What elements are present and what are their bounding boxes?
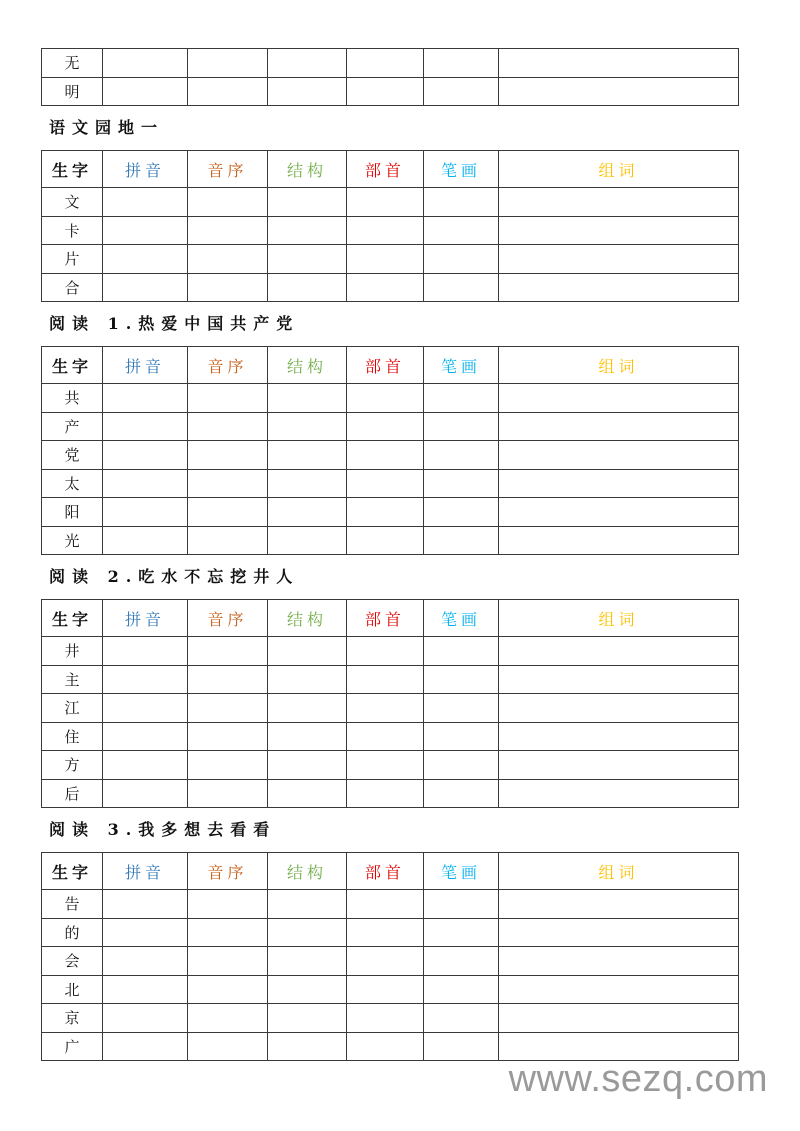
- blank-words-cell[interactable]: [499, 637, 739, 666]
- table-row: [42, 49, 739, 78]
- blank-structure-cell[interactable]: [268, 188, 347, 217]
- blank-strokes-cell[interactable]: [424, 890, 499, 919]
- blank-order-cell[interactable]: [188, 216, 268, 245]
- header-words: 组词: [499, 347, 739, 384]
- blank-radical-cell[interactable]: [347, 890, 424, 919]
- blank-order-cell[interactable]: [188, 49, 268, 78]
- blank-pinyin-cell[interactable]: [103, 918, 188, 947]
- blank-words-cell[interactable]: [499, 216, 739, 245]
- blank-radical-cell[interactable]: [347, 49, 424, 78]
- blank-order-cell[interactable]: [188, 1032, 268, 1061]
- blank-words-cell[interactable]: [499, 890, 739, 919]
- character-cell: 会: [42, 947, 103, 976]
- header-words: 组词: [499, 600, 739, 637]
- blank-radical-cell[interactable]: [347, 188, 424, 217]
- blank-pinyin-cell[interactable]: [103, 77, 188, 106]
- character-cell: 太: [42, 469, 103, 498]
- blank-pinyin-cell[interactable]: [103, 188, 188, 217]
- table-row: [42, 890, 739, 919]
- blank-words-cell[interactable]: [499, 77, 739, 106]
- table-row: [42, 273, 739, 302]
- blank-pinyin-cell[interactable]: [103, 637, 188, 666]
- blank-words-cell[interactable]: [499, 722, 739, 751]
- blank-structure-cell[interactable]: [268, 637, 347, 666]
- blank-words-cell[interactable]: [499, 1032, 739, 1061]
- vocab-table: [41, 852, 739, 1061]
- blank-structure-cell[interactable]: [268, 947, 347, 976]
- blank-radical-cell[interactable]: [347, 77, 424, 106]
- header-char: 生字: [42, 151, 103, 188]
- character-cell: 光: [42, 526, 103, 555]
- blank-strokes-cell[interactable]: [424, 498, 499, 527]
- blank-strokes-cell[interactable]: [424, 526, 499, 555]
- header-char: 生字: [42, 600, 103, 637]
- blank-order-cell[interactable]: [188, 975, 268, 1004]
- header-radical: 部首: [347, 347, 424, 384]
- blank-order-cell[interactable]: [188, 722, 268, 751]
- blank-strokes-cell[interactable]: [424, 975, 499, 1004]
- character-cell: 卡: [42, 216, 103, 245]
- blank-structure-cell[interactable]: [268, 273, 347, 302]
- blank-pinyin-cell[interactable]: [103, 469, 188, 498]
- blank-strokes-cell[interactable]: [424, 637, 499, 666]
- table-row: [42, 498, 739, 527]
- header-char: 生字: [42, 347, 103, 384]
- character-cell: 住: [42, 722, 103, 751]
- character-cell: 共: [42, 384, 103, 413]
- character-cell: 文: [42, 188, 103, 217]
- character-cell: 明: [42, 77, 103, 106]
- character-cell: 产: [42, 412, 103, 441]
- blank-structure-cell[interactable]: [268, 694, 347, 723]
- blank-words-cell[interactable]: [499, 384, 739, 413]
- character-cell: 江: [42, 694, 103, 723]
- blank-structure-cell[interactable]: [268, 77, 347, 106]
- blank-radical-cell[interactable]: [347, 975, 424, 1004]
- blank-pinyin-cell[interactable]: [103, 216, 188, 245]
- header-order: 音序: [188, 347, 268, 384]
- header-row: [42, 853, 739, 890]
- blank-pinyin-cell[interactable]: [103, 1032, 188, 1061]
- blank-pinyin-cell[interactable]: [103, 779, 188, 808]
- blank-order-cell[interactable]: [188, 526, 268, 555]
- blank-pinyin-cell[interactable]: [103, 975, 188, 1004]
- header-strokes: 笔画: [424, 600, 499, 637]
- blank-strokes-cell[interactable]: [424, 947, 499, 976]
- header-structure: 结构: [268, 600, 347, 637]
- section-title: 阅读 2.吃水不忘挖井人: [49, 567, 300, 586]
- character-cell: 告: [42, 890, 103, 919]
- blank-radical-cell[interactable]: [347, 412, 424, 441]
- character-cell: 党: [42, 441, 103, 470]
- header-row: [42, 347, 739, 384]
- blank-pinyin-cell[interactable]: [103, 722, 188, 751]
- blank-pinyin-cell[interactable]: [103, 751, 188, 780]
- blank-structure-cell[interactable]: [268, 975, 347, 1004]
- character-cell: 片: [42, 245, 103, 274]
- blank-radical-cell[interactable]: [347, 1004, 424, 1033]
- blank-radical-cell[interactable]: [347, 918, 424, 947]
- blank-radical-cell[interactable]: [347, 1032, 424, 1061]
- vocab-table: [41, 48, 739, 106]
- blank-radical-cell[interactable]: [347, 384, 424, 413]
- table-row: [42, 188, 739, 217]
- table-row: [42, 1004, 739, 1033]
- blank-structure-cell[interactable]: [268, 216, 347, 245]
- blank-strokes-cell[interactable]: [424, 441, 499, 470]
- blank-structure-cell[interactable]: [268, 890, 347, 919]
- blank-radical-cell[interactable]: [347, 779, 424, 808]
- blank-strokes-cell[interactable]: [424, 694, 499, 723]
- blank-radical-cell[interactable]: [347, 441, 424, 470]
- blank-words-cell[interactable]: [499, 947, 739, 976]
- blank-strokes-cell[interactable]: [424, 665, 499, 694]
- blank-radical-cell[interactable]: [347, 637, 424, 666]
- character-cell: 无: [42, 49, 103, 78]
- blank-order-cell[interactable]: [188, 384, 268, 413]
- header-pinyin: 拼音: [103, 853, 188, 890]
- character-cell: 方: [42, 751, 103, 780]
- header-radical: 部首: [347, 600, 424, 637]
- character-cell: 主: [42, 665, 103, 694]
- header-row: [42, 600, 739, 637]
- blank-order-cell[interactable]: [188, 273, 268, 302]
- table-row: [42, 975, 739, 1004]
- blank-structure-cell[interactable]: [268, 441, 347, 470]
- blank-words-cell[interactable]: [499, 49, 739, 78]
- table-row: [42, 751, 739, 780]
- header-strokes: 笔画: [424, 151, 499, 188]
- blank-order-cell[interactable]: [188, 1004, 268, 1033]
- blank-structure-cell[interactable]: [268, 384, 347, 413]
- blank-pinyin-cell[interactable]: [103, 665, 188, 694]
- blank-order-cell[interactable]: [188, 779, 268, 808]
- blank-order-cell[interactable]: [188, 469, 268, 498]
- blank-strokes-cell[interactable]: [424, 918, 499, 947]
- character-cell: 广: [42, 1032, 103, 1061]
- blank-strokes-cell[interactable]: [424, 216, 499, 245]
- blank-strokes-cell[interactable]: [424, 49, 499, 78]
- header-strokes: 笔画: [424, 347, 499, 384]
- blank-words-cell[interactable]: [499, 245, 739, 274]
- blank-pinyin-cell[interactable]: [103, 1004, 188, 1033]
- header-order: 音序: [188, 853, 268, 890]
- blank-words-cell[interactable]: [499, 412, 739, 441]
- blank-pinyin-cell[interactable]: [103, 526, 188, 555]
- blank-strokes-cell[interactable]: [424, 245, 499, 274]
- blank-strokes-cell[interactable]: [424, 188, 499, 217]
- character-cell: 合: [42, 273, 103, 302]
- blank-words-cell[interactable]: [499, 498, 739, 527]
- blank-order-cell[interactable]: [188, 694, 268, 723]
- blank-order-cell[interactable]: [188, 412, 268, 441]
- blank-structure-cell[interactable]: [268, 412, 347, 441]
- blank-strokes-cell[interactable]: [424, 779, 499, 808]
- blank-pinyin-cell[interactable]: [103, 412, 188, 441]
- blank-words-cell[interactable]: [499, 188, 739, 217]
- blank-order-cell[interactable]: [188, 890, 268, 919]
- blank-pinyin-cell[interactable]: [103, 947, 188, 976]
- vocab-table: [41, 150, 739, 302]
- blank-words-cell[interactable]: [499, 441, 739, 470]
- table-row: [42, 918, 739, 947]
- blank-words-cell[interactable]: [499, 1004, 739, 1033]
- blank-strokes-cell[interactable]: [424, 469, 499, 498]
- character-cell: 井: [42, 637, 103, 666]
- blank-words-cell[interactable]: [499, 779, 739, 808]
- blank-words-cell[interactable]: [499, 918, 739, 947]
- blank-strokes-cell[interactable]: [424, 412, 499, 441]
- blank-words-cell[interactable]: [499, 665, 739, 694]
- vocab-table: [41, 346, 739, 555]
- blank-pinyin-cell[interactable]: [103, 498, 188, 527]
- table-row: [42, 412, 739, 441]
- section-title: 阅读 3.我多想去看看: [49, 820, 277, 839]
- table-row: [42, 947, 739, 976]
- character-cell: 阳: [42, 498, 103, 527]
- section-title: 语文园地一: [49, 118, 165, 137]
- blank-order-cell[interactable]: [188, 498, 268, 527]
- blank-order-cell[interactable]: [188, 77, 268, 106]
- character-cell: 北: [42, 975, 103, 1004]
- blank-structure-cell[interactable]: [268, 751, 347, 780]
- blank-radical-cell[interactable]: [347, 751, 424, 780]
- blank-pinyin-cell[interactable]: [103, 694, 188, 723]
- blank-structure-cell[interactable]: [268, 1032, 347, 1061]
- blank-order-cell[interactable]: [188, 918, 268, 947]
- header-pinyin: 拼音: [103, 151, 188, 188]
- blank-radical-cell[interactable]: [347, 245, 424, 274]
- header-order: 音序: [188, 600, 268, 637]
- blank-strokes-cell[interactable]: [424, 1004, 499, 1033]
- blank-words-cell[interactable]: [499, 526, 739, 555]
- blank-strokes-cell[interactable]: [424, 384, 499, 413]
- blank-order-cell[interactable]: [188, 665, 268, 694]
- header-strokes: 笔画: [424, 853, 499, 890]
- blank-structure-cell[interactable]: [268, 722, 347, 751]
- blank-strokes-cell[interactable]: [424, 273, 499, 302]
- worksheet-page: [41, 48, 738, 1061]
- blank-radical-cell[interactable]: [347, 273, 424, 302]
- blank-structure-cell[interactable]: [268, 1004, 347, 1033]
- blank-radical-cell[interactable]: [347, 665, 424, 694]
- header-char: 生字: [42, 853, 103, 890]
- table-row: [42, 526, 739, 555]
- blank-strokes-cell[interactable]: [424, 77, 499, 106]
- blank-order-cell[interactable]: [188, 188, 268, 217]
- header-words: 组词: [499, 853, 739, 890]
- table-row: [42, 245, 739, 274]
- table-row: [42, 779, 739, 808]
- blank-radical-cell[interactable]: [347, 694, 424, 723]
- table-row: [42, 469, 739, 498]
- blank-words-cell[interactable]: [499, 751, 739, 780]
- header-order: 音序: [188, 151, 268, 188]
- blank-pinyin-cell[interactable]: [103, 49, 188, 78]
- table-row: [42, 384, 739, 413]
- blank-pinyin-cell[interactable]: [103, 245, 188, 274]
- character-cell: 的: [42, 918, 103, 947]
- blank-radical-cell[interactable]: [347, 947, 424, 976]
- blank-words-cell[interactable]: [499, 975, 739, 1004]
- blank-order-cell[interactable]: [188, 637, 268, 666]
- blank-strokes-cell[interactable]: [424, 751, 499, 780]
- table-row: [42, 441, 739, 470]
- header-row: [42, 151, 739, 188]
- blank-strokes-cell[interactable]: [424, 1032, 499, 1061]
- blank-structure-cell[interactable]: [268, 245, 347, 274]
- header-structure: 结构: [268, 151, 347, 188]
- blank-words-cell[interactable]: [499, 694, 739, 723]
- header-pinyin: 拼音: [103, 347, 188, 384]
- table-row: [42, 694, 739, 723]
- table-row: [42, 722, 739, 751]
- blank-radical-cell[interactable]: [347, 722, 424, 751]
- section-title: 阅读 1.热爱中国共产党: [49, 314, 300, 333]
- blank-radical-cell[interactable]: [347, 469, 424, 498]
- blank-words-cell[interactable]: [499, 469, 739, 498]
- blank-structure-cell[interactable]: [268, 918, 347, 947]
- blank-pinyin-cell[interactable]: [103, 384, 188, 413]
- header-radical: 部首: [347, 151, 424, 188]
- header-radical: 部首: [347, 853, 424, 890]
- blank-pinyin-cell[interactable]: [103, 441, 188, 470]
- header-structure: 结构: [268, 347, 347, 384]
- blank-order-cell[interactable]: [188, 441, 268, 470]
- blank-radical-cell[interactable]: [347, 498, 424, 527]
- blank-words-cell[interactable]: [499, 273, 739, 302]
- blank-order-cell[interactable]: [188, 751, 268, 780]
- blank-structure-cell[interactable]: [268, 498, 347, 527]
- blank-structure-cell[interactable]: [268, 779, 347, 808]
- table-row: [42, 216, 739, 245]
- blank-structure-cell[interactable]: [268, 665, 347, 694]
- blank-strokes-cell[interactable]: [424, 722, 499, 751]
- watermark-text: www.sezq.com: [508, 1058, 768, 1100]
- blank-radical-cell[interactable]: [347, 216, 424, 245]
- vocab-table: [41, 599, 739, 808]
- blank-pinyin-cell[interactable]: [103, 890, 188, 919]
- header-words: 组词: [499, 151, 739, 188]
- table-row: [42, 665, 739, 694]
- table-row: [42, 77, 739, 106]
- blank-radical-cell[interactable]: [347, 526, 424, 555]
- blank-order-cell[interactable]: [188, 947, 268, 976]
- blank-order-cell[interactable]: [188, 245, 268, 274]
- table-row: [42, 637, 739, 666]
- header-structure: 结构: [268, 853, 347, 890]
- blank-structure-cell[interactable]: [268, 49, 347, 78]
- character-cell: 后: [42, 779, 103, 808]
- character-cell: 京: [42, 1004, 103, 1033]
- header-pinyin: 拼音: [103, 600, 188, 637]
- table-row: [42, 1032, 739, 1061]
- blank-structure-cell[interactable]: [268, 526, 347, 555]
- blank-structure-cell[interactable]: [268, 469, 347, 498]
- blank-pinyin-cell[interactable]: [103, 273, 188, 302]
